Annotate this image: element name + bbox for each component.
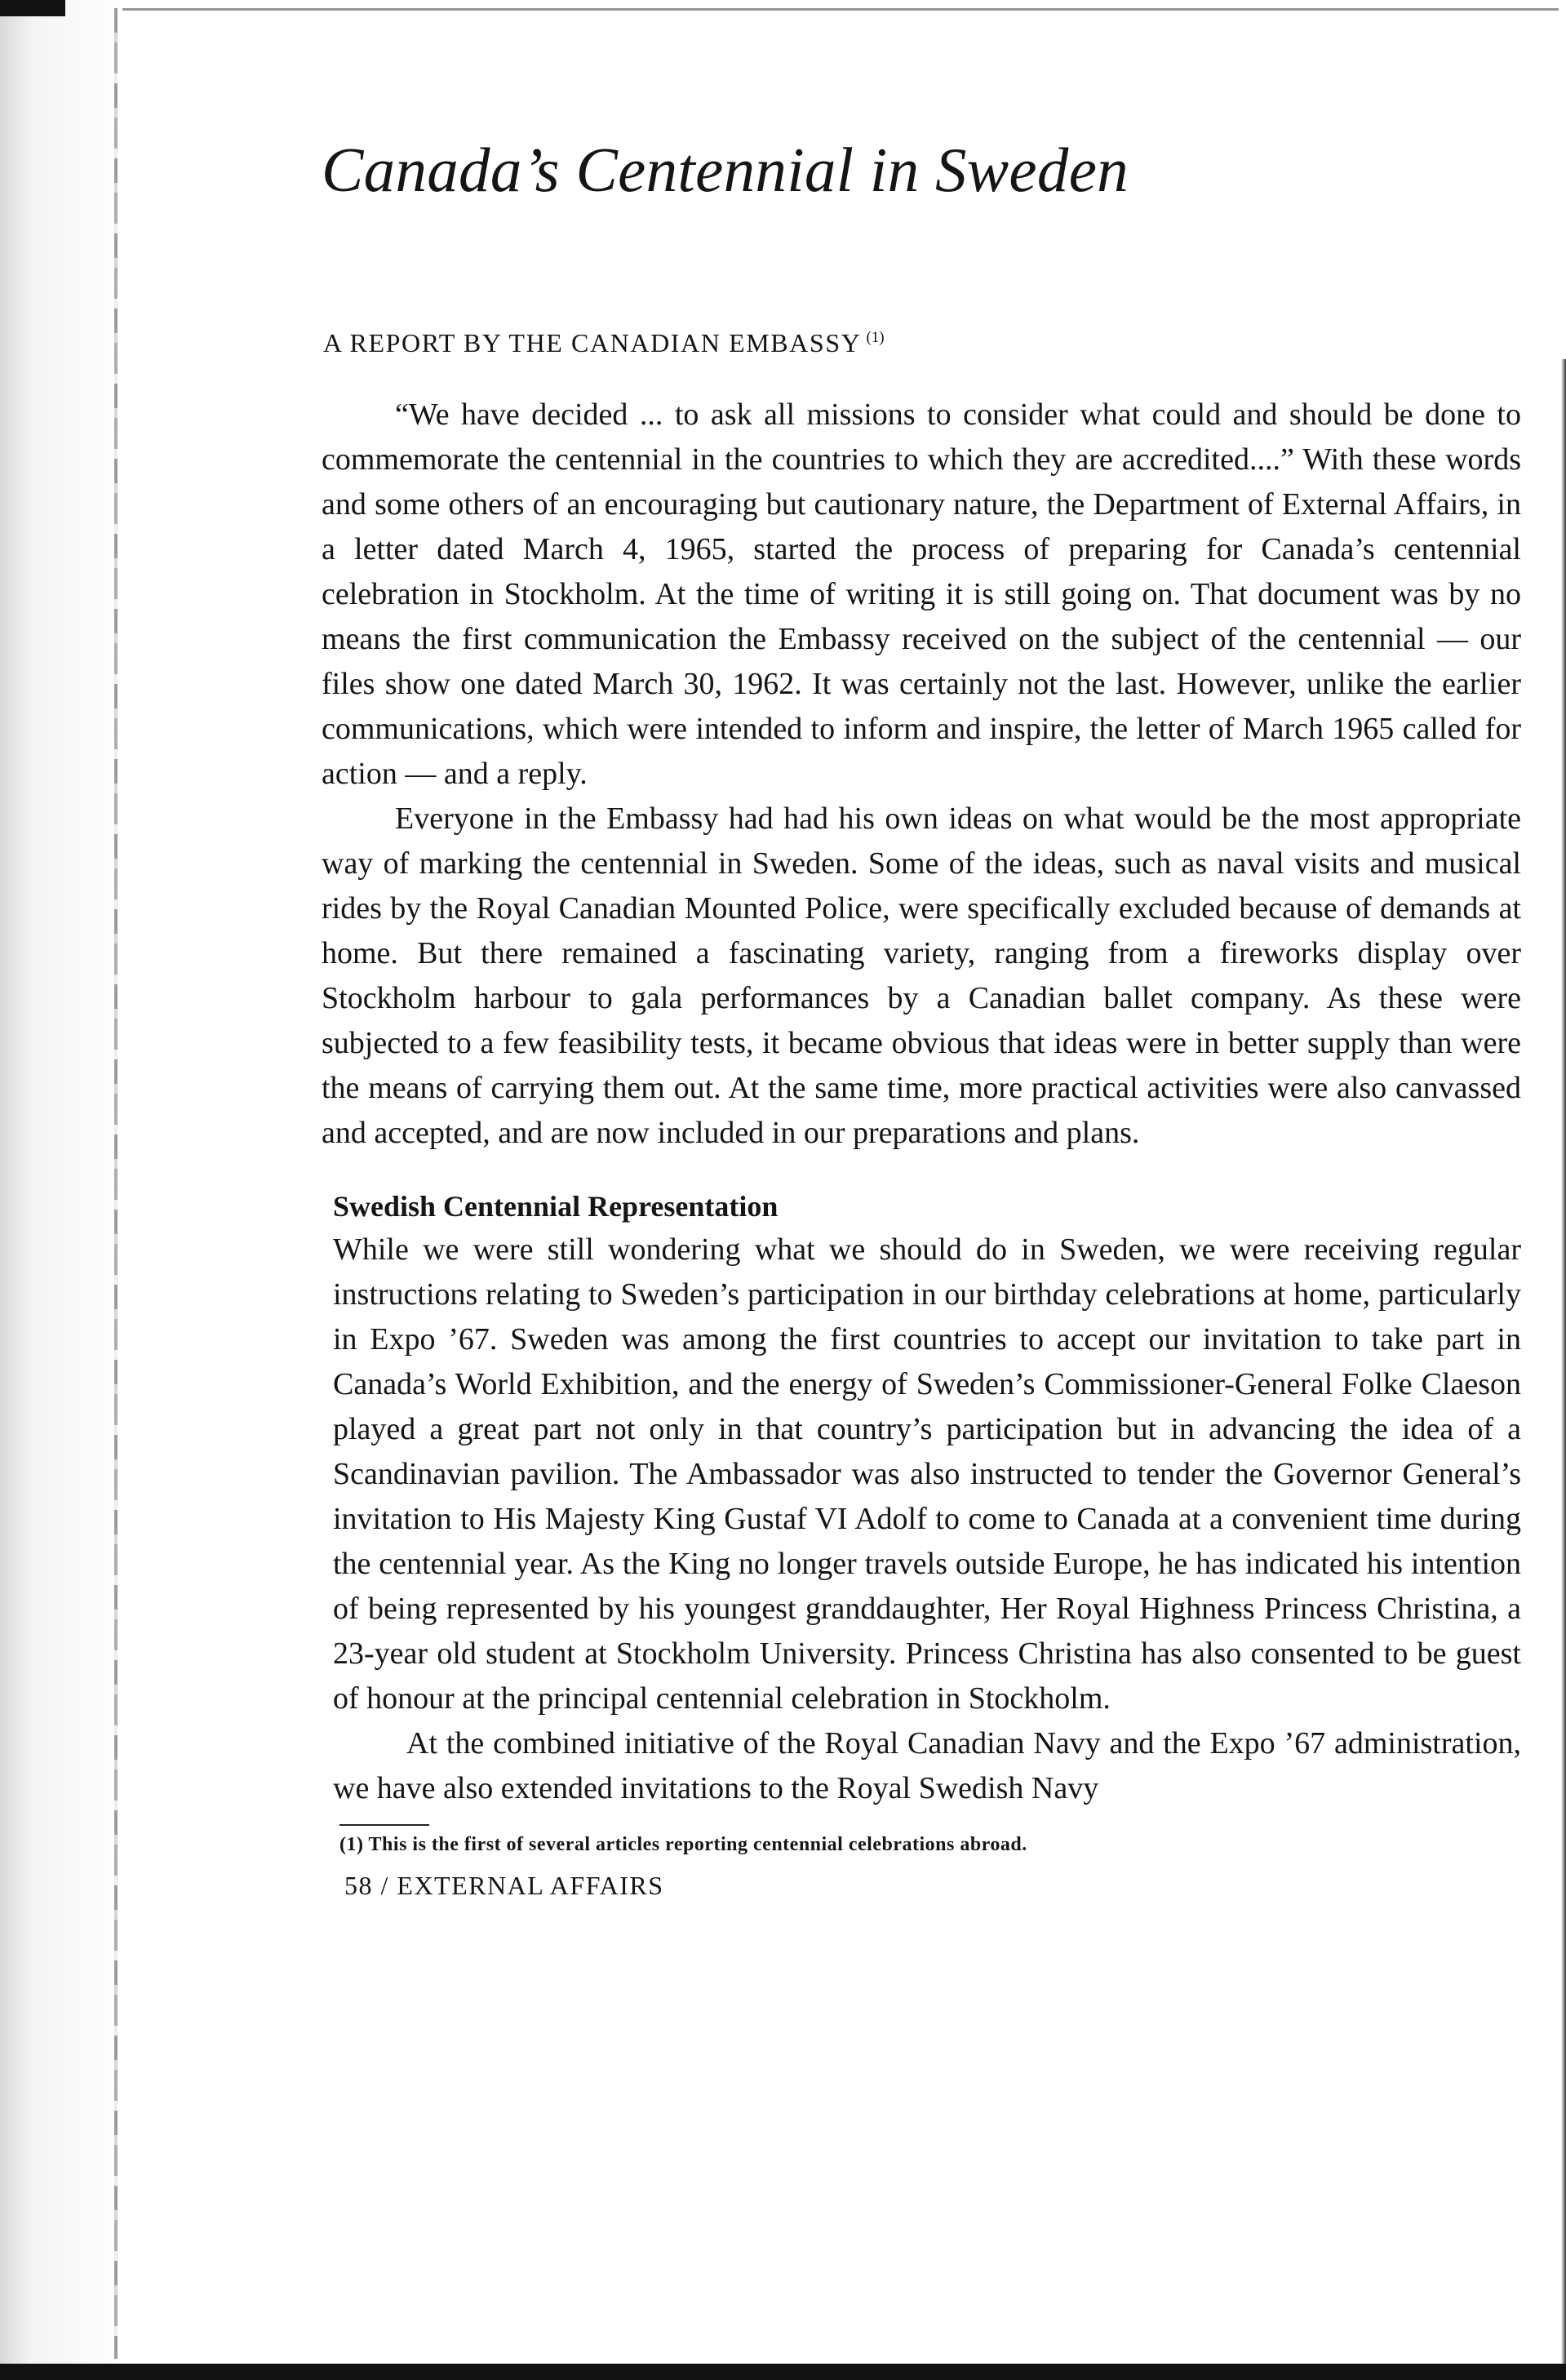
- scan-binding-line: [114, 8, 118, 2359]
- footnote-marker: (1): [866, 329, 885, 347]
- paragraph: Everyone in the Embassy had had his own ideas on what would be the most appropriate way of marking the centennial in Sweden. Some of the ideas, such as naval visits and musical rides by the Royal Canadian Mounted Police, were specifically excluded because of demands at home. But there remained a fascinating variety, ranging from a fireworks display over Stockholm harbour to gala performances by a Canadian ballet company. As these were subjected to a few feasibility tests, it became obvious that ideas were in better supply than were the means of carrying them out. At the same time, more practical activities were also canvassed and accepted, and are now included in our preparations and plans.: [322, 801, 1521, 1150]
- article-byline: [323, 328, 1521, 358]
- scan-corner-mark: [0, 0, 65, 16]
- footnote-rule: [339, 1824, 429, 1826]
- scan-top-border: [122, 8, 1559, 11]
- footnote: (1) This is the first of several articles reporting centennial celebrations abroad.: [339, 1834, 1027, 1856]
- scan-right-edge: [1561, 359, 1566, 2364]
- paragraph: “We have decided ... to ask all missions to consider what could and should be done to commemorate the centennial in the countries to which they are accredited....” With these words and some others of an encouraging but cautionary nature, the Department of External Affairs, in a letter dated March 4, 1965, started the process of preparing for Canada’s centennial celebration in Stockholm. At the time of writing it is still going on. That document was by no means the first communication the Embassy received on the subject of the centennial — our files show one dated March 30, 1962. It was certainly not the last. However, unlike the earlier communications, which were intended to inform and inspire, the letter of March 1965 called for action — and a reply.: [322, 397, 1521, 791]
- section-text: [322, 1228, 1521, 1811]
- section-heading: Swedish Centennial Representation: [333, 1190, 779, 1223]
- page-folio: 58 / EXTERNAL AFFAIRS: [344, 1871, 664, 1901]
- scan-left-edge: [0, 0, 122, 2380]
- scan-bottom-edge: [0, 2364, 1566, 2380]
- byline-text: A REPORT BY THE CANADIAN EMBASSY: [323, 328, 862, 357]
- article: [322, 135, 1521, 1901]
- intro-text: [322, 393, 1521, 1156]
- paragraph: While we were still wondering what we should do in Sweden, we were receiving regular instructions relating to Sweden’s participation in our birthday celebrations at home, particularly in Expo ’67. Sweden was among the first countries to accept our invitation to take part in Canada’s World Exhibition, and the energy of Sweden’s Commissioner-General Folke Claeson played a great part not only in that country’s participation but in advancing the idea of a Scandinavian pavilion. The Ambassador was also instructed to tender the Governor General’s invitation to His Majesty King Gustaf VI Adolf to come to Canada at a convenient time during the centennial year. As the King no longer travels outside Europe, he has indicated his intention of being represented by his youngest granddaughter, Her Royal Highness Princess Christina, a 23-year old student at Stockholm University. Princess Christina has also consented to be guest of honour at the principal centennial celebration in Stockholm.: [333, 1232, 1521, 1716]
- article-title: Canada’s Centennial in Sweden: [322, 135, 1129, 205]
- paragraph: At the combined initiative of the Royal Canadian Navy and the Expo ’67 administration, we have also extended invitations to the Royal Swedish Navy: [333, 1726, 1521, 1806]
